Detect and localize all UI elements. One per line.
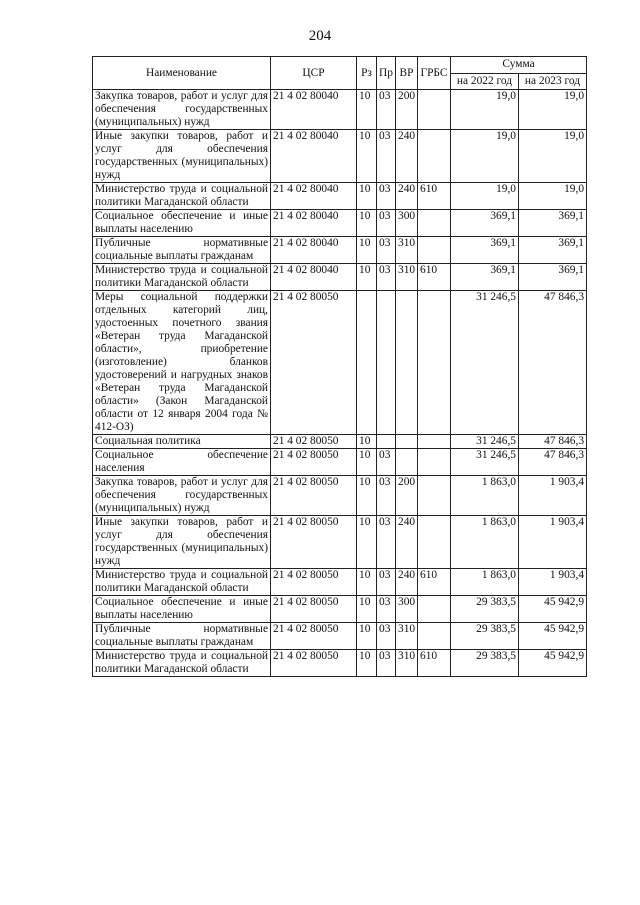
cell-y2022: 1 863,0 [451, 569, 519, 596]
cell-vr: 300 [396, 596, 418, 623]
cell-vr [396, 449, 418, 476]
table-row [93, 650, 587, 677]
cell-y2023: 1 903,4 [519, 569, 587, 596]
cell-y2023: 19,0 [519, 183, 587, 210]
cell-csr: 21 4 02 80050 [271, 476, 357, 516]
cell-name: Социальное обеспечение населения [93, 449, 271, 476]
cell-rz: 10 [357, 183, 377, 210]
table-row [93, 130, 587, 183]
cell-name: Закупка товаров, работ и услуг для обеспечения государственных (муниципальных) нужд [93, 90, 271, 130]
table-row [93, 237, 587, 264]
cell-rz: 10 [357, 264, 377, 291]
cell-csr: 21 4 02 80050 [271, 435, 357, 449]
cell-name: Социальное обеспечение и иные выплаты населению [93, 596, 271, 623]
cell-rz: 10 [357, 476, 377, 516]
cell-vr: 300 [396, 210, 418, 237]
cell-y2022: 31 246,5 [451, 435, 519, 449]
cell-y2023: 369,1 [519, 264, 587, 291]
cell-rz: 10 [357, 569, 377, 596]
cell-vr: 240 [396, 516, 418, 569]
cell-name: Социальная политика [93, 435, 271, 449]
cell-vr: 310 [396, 650, 418, 677]
cell-grbs [418, 623, 451, 650]
cell-grbs [418, 237, 451, 264]
cell-pr [377, 435, 396, 449]
cell-csr: 21 4 02 80040 [271, 183, 357, 210]
cell-name: Иные закупки товаров, работ и услуг для обеспечения государственных (муниципальных) нужд [93, 516, 271, 569]
cell-pr: 03 [377, 650, 396, 677]
cell-grbs [418, 291, 451, 435]
cell-y2022: 31 246,5 [451, 291, 519, 435]
cell-csr: 21 4 02 80040 [271, 264, 357, 291]
cell-y2023: 19,0 [519, 90, 587, 130]
header-grbs: ГРБС [418, 57, 451, 90]
cell-vr [396, 435, 418, 449]
cell-y2022: 19,0 [451, 130, 519, 183]
cell-pr: 03 [377, 264, 396, 291]
cell-vr: 310 [396, 623, 418, 650]
cell-name: Министерство труда и социальной политики Магаданской области [93, 569, 271, 596]
cell-grbs [418, 596, 451, 623]
cell-y2022: 369,1 [451, 264, 519, 291]
table-row [93, 476, 587, 516]
cell-rz: 10 [357, 210, 377, 237]
cell-y2022: 31 246,5 [451, 449, 519, 476]
cell-grbs [418, 130, 451, 183]
cell-rz: 10 [357, 90, 377, 130]
cell-pr: 03 [377, 449, 396, 476]
cell-csr: 21 4 02 80040 [271, 130, 357, 183]
cell-pr: 03 [377, 516, 396, 569]
cell-pr: 03 [377, 476, 396, 516]
cell-y2023: 45 942,9 [519, 650, 587, 677]
cell-y2022: 29 383,5 [451, 623, 519, 650]
cell-pr: 03 [377, 210, 396, 237]
cell-csr: 21 4 02 80050 [271, 569, 357, 596]
cell-pr: 03 [377, 183, 396, 210]
cell-y2023: 1 903,4 [519, 516, 587, 569]
cell-csr: 21 4 02 80040 [271, 237, 357, 264]
cell-pr: 03 [377, 237, 396, 264]
cell-y2022: 369,1 [451, 210, 519, 237]
cell-y2022: 19,0 [451, 183, 519, 210]
cell-rz: 10 [357, 449, 377, 476]
cell-y2023: 47 846,3 [519, 449, 587, 476]
cell-grbs [418, 516, 451, 569]
cell-name: Публичные нормативные социальные выплаты гражданам [93, 237, 271, 264]
cell-y2023: 369,1 [519, 210, 587, 237]
cell-y2022: 29 383,5 [451, 650, 519, 677]
cell-vr: 310 [396, 237, 418, 264]
cell-pr: 03 [377, 569, 396, 596]
cell-vr [396, 291, 418, 435]
header-year-2022: на 2022 год [451, 73, 519, 90]
header-csr: ЦСР [271, 57, 357, 90]
cell-y2022: 19,0 [451, 90, 519, 130]
cell-rz: 10 [357, 130, 377, 183]
cell-y2023: 19,0 [519, 130, 587, 183]
cell-grbs [418, 476, 451, 516]
cell-grbs: 610 [418, 264, 451, 291]
header-name: Наименование [93, 57, 271, 90]
table-row [93, 291, 587, 435]
header-rz: Рз [357, 57, 377, 90]
table-row [93, 264, 587, 291]
cell-rz: 10 [357, 435, 377, 449]
table-row [93, 210, 587, 237]
cell-name: Министерство труда и социальной политики Магаданской области [93, 183, 271, 210]
table-row [93, 435, 587, 449]
cell-name: Закупка товаров, работ и услуг для обеспечения государственных (муниципальных) нужд [93, 476, 271, 516]
cell-y2023: 47 846,3 [519, 291, 587, 435]
cell-pr [377, 291, 396, 435]
cell-grbs [418, 449, 451, 476]
cell-csr: 21 4 02 80050 [271, 623, 357, 650]
cell-y2023: 45 942,9 [519, 596, 587, 623]
cell-csr: 21 4 02 80050 [271, 449, 357, 476]
table-row [93, 596, 587, 623]
cell-vr: 240 [396, 569, 418, 596]
cell-rz: 10 [357, 516, 377, 569]
table-row [93, 183, 587, 210]
cell-y2022: 29 383,5 [451, 596, 519, 623]
cell-y2022: 1 863,0 [451, 516, 519, 569]
cell-grbs [418, 90, 451, 130]
cell-name: Социальное обеспечение и иные выплаты населению [93, 210, 271, 237]
cell-csr: 21 4 02 80050 [271, 516, 357, 569]
cell-rz: 10 [357, 650, 377, 677]
cell-y2023: 47 846,3 [519, 435, 587, 449]
cell-rz [357, 291, 377, 435]
cell-y2022: 369,1 [451, 237, 519, 264]
header-row [93, 57, 587, 74]
cell-csr: 21 4 02 80050 [271, 596, 357, 623]
cell-grbs [418, 435, 451, 449]
cell-y2023: 1 903,4 [519, 476, 587, 516]
cell-rz: 10 [357, 596, 377, 623]
table-row [93, 569, 587, 596]
header-sum: Сумма [451, 57, 587, 74]
cell-vr: 240 [396, 183, 418, 210]
cell-name: Иные закупки товаров, работ и услуг для обеспечения государственных (муниципальных) нужд [93, 130, 271, 183]
budget-table [92, 56, 587, 677]
cell-vr: 200 [396, 90, 418, 130]
cell-pr: 03 [377, 130, 396, 183]
cell-grbs [418, 210, 451, 237]
cell-pr: 03 [377, 596, 396, 623]
cell-rz: 10 [357, 623, 377, 650]
header-vr: ВР [396, 57, 418, 90]
cell-name: Публичные нормативные социальные выплаты гражданам [93, 623, 271, 650]
table-row [93, 449, 587, 476]
cell-grbs: 610 [418, 650, 451, 677]
cell-y2023: 369,1 [519, 237, 587, 264]
cell-vr: 240 [396, 130, 418, 183]
cell-grbs: 610 [418, 183, 451, 210]
cell-name: Меры социальной поддержки отдельных категорий лиц, удостоенных почетного звания «Ветеран труда Магаданской области», приобретение (изготовление) бланков удостоверений и нагрудных знаков «Ветеран труда Магаданской области» (Закон Магаданской области от 12 января 2004 года № 412-ОЗ) [93, 291, 271, 435]
cell-y2023: 45 942,9 [519, 623, 587, 650]
cell-csr: 21 4 02 80040 [271, 90, 357, 130]
cell-name: Министерство труда и социальной политики Магаданской области [93, 264, 271, 291]
header-pr: Пр [377, 57, 396, 90]
table-row [93, 516, 587, 569]
cell-y2022: 1 863,0 [451, 476, 519, 516]
cell-name: Министерство труда и социальной политики Магаданской области [93, 650, 271, 677]
cell-rz: 10 [357, 237, 377, 264]
page-number: 204 [308, 28, 332, 44]
cell-vr: 310 [396, 264, 418, 291]
header-year-2023: на 2023 год [519, 73, 587, 90]
cell-pr: 03 [377, 90, 396, 130]
cell-csr: 21 4 02 80050 [271, 650, 357, 677]
table-body [93, 90, 587, 677]
cell-csr: 21 4 02 80040 [271, 210, 357, 237]
cell-pr: 03 [377, 623, 396, 650]
table-row [93, 90, 587, 130]
table-row [93, 623, 587, 650]
cell-vr: 200 [396, 476, 418, 516]
cell-grbs: 610 [418, 569, 451, 596]
cell-csr: 21 4 02 80050 [271, 291, 357, 435]
